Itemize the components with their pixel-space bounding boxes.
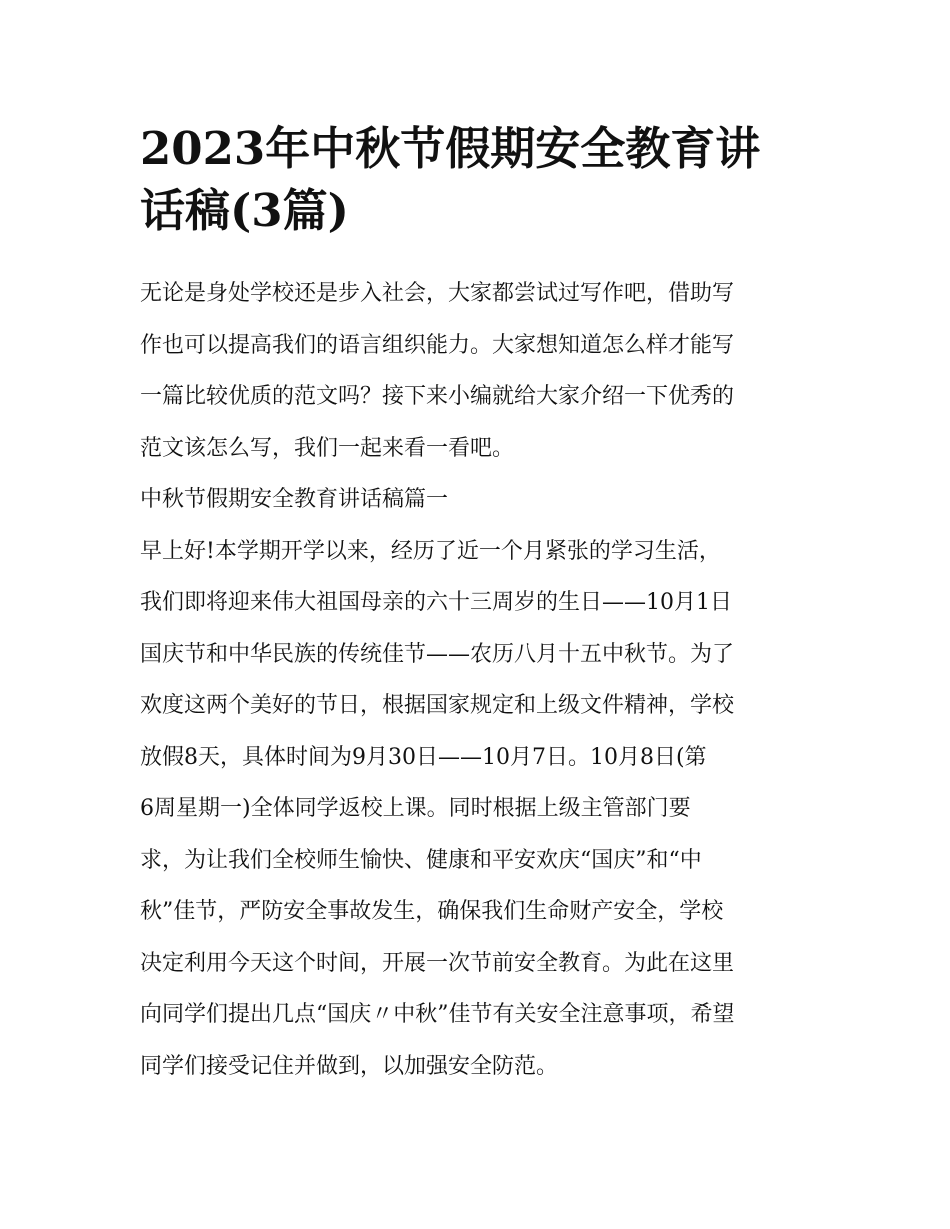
speech-line: 同学们接受记住并做到，以加强安全防范。 [140, 1053, 559, 1079]
document-content [140, 118, 812, 1092]
intro-line: 范文该怎么写，我们一起来看一看吧。 [140, 435, 515, 461]
speech-line: 放假8天，具体时间为9月30日——10月7日。10月8日(第 [140, 744, 707, 770]
document-body [140, 268, 812, 1092]
speech-line: 决定利用今天这个时间，开展一次节前安全教育。为此在这里 [140, 950, 735, 976]
speech-line: 欢度这两个美好的节日，根据国家规定和上级文件精神，学校 [140, 693, 735, 718]
speech-line: 我们即将迎来伟大祖国母亲的六十三周岁的生日——10月1日 [140, 590, 732, 615]
speech-line: 国庆节和中华民族的传统佳节——农历八月十五中秋节。为了 [140, 641, 735, 667]
intro-line: 作也可以提高我们的语言组织能力。大家想知道怎么样才能写 [140, 332, 735, 358]
title-line-1: 2023年中秋节假期安全教育讲 [140, 122, 761, 175]
section-heading: 中秋节假期安全教育讲话稿篇一 [140, 487, 449, 512]
intro-line: 一篇比较优质的范文吗？接下来小编就给大家介绍一下优秀的 [140, 384, 735, 409]
title-line-2: 话稿(3篇) [140, 184, 349, 237]
document-title [140, 118, 812, 242]
speech-paragraph [140, 526, 812, 1093]
speech-line: 求，为让我们全校师生愉快、健康和平安欢庆“国庆”和“中 [140, 847, 702, 873]
speech-line: 6周星期一)全体同学返校上课。同时根据上级主管部门要 [140, 796, 691, 821]
speech-line: 秋”佳节，严防安全事故发生，确保我们生命财产安全，学校 [140, 899, 724, 924]
intro-paragraph [140, 268, 812, 474]
intro-line: 无论是身处学校还是步入社会，大家都尝试过写作吧，借助写 [140, 281, 735, 306]
speech-line: 向同学们提出几点“国庆〃中秋”佳节有关安全注意事项，希望 [140, 1002, 735, 1027]
speech-line: 早上好!本学期开学以来，经历了近一个月紧张的学习生活， [140, 538, 721, 564]
